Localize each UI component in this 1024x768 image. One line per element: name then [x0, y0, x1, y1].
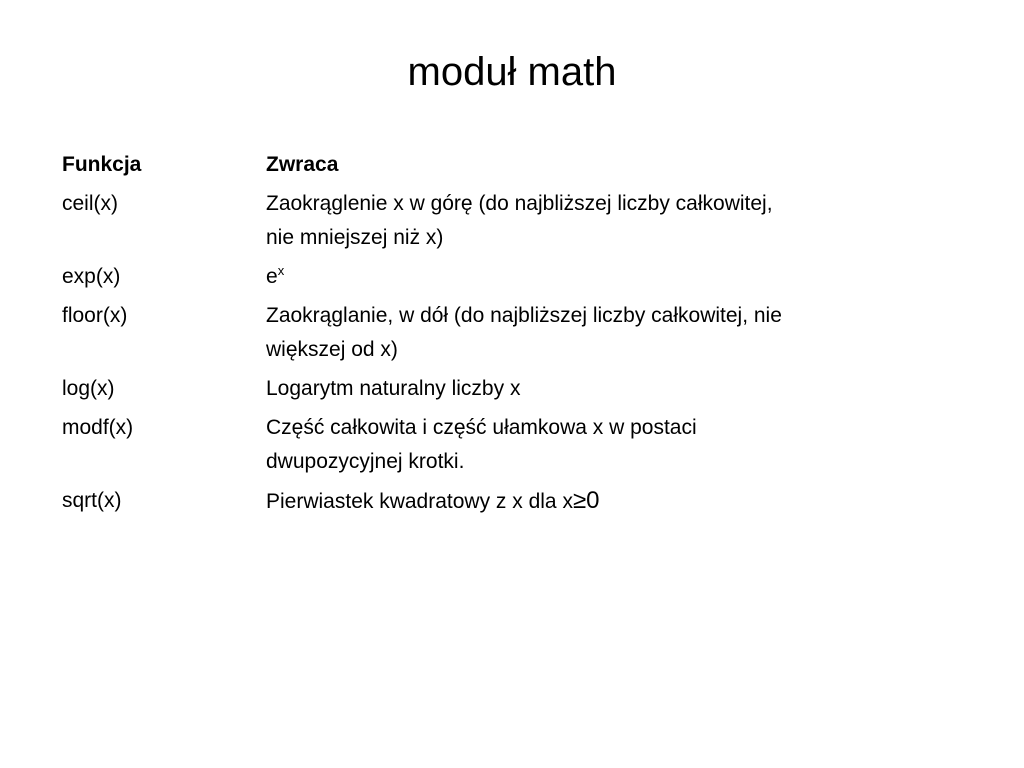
- description-text: Pierwiastek kwadratowy z x dla x: [266, 490, 573, 513]
- description-line: większej od x): [266, 338, 398, 361]
- header-returns: Zwraca: [266, 153, 339, 176]
- function-name: ceil(x): [62, 192, 118, 215]
- table-row: [62, 187, 962, 255]
- description-line: nie mniejszej niż x): [266, 226, 444, 249]
- description-line: Logarytm naturalny liczby x: [266, 377, 521, 400]
- table-header-row: [62, 148, 962, 182]
- function-description: [266, 260, 926, 294]
- table-row: [62, 411, 962, 479]
- table-row: [62, 484, 962, 519]
- function-description: [266, 299, 926, 367]
- function-name: sqrt(x): [62, 489, 122, 512]
- exp-superscript: x: [277, 263, 285, 278]
- description-line: Część całkowita i część ułamkowa x w postaci: [266, 416, 697, 439]
- function-name: exp(x): [62, 265, 121, 288]
- function-description: [266, 484, 926, 519]
- function-description: [266, 411, 926, 479]
- table-row: [62, 372, 962, 406]
- exp-base: e: [266, 265, 278, 288]
- function-description: [266, 372, 926, 406]
- header-function: Funkcja: [62, 153, 142, 176]
- function-name: floor(x): [62, 304, 128, 327]
- function-name: log(x): [62, 377, 115, 400]
- description-line: Zaokrąglanie, w dół (do najbliższej liczby całkowitej, nie: [266, 304, 782, 327]
- function-description: [266, 187, 926, 255]
- slide-title: moduł math: [407, 50, 617, 94]
- table-row: [62, 260, 962, 294]
- description-line: Zaokrąglenie x w górę (do najbliższej liczby całkowitej,: [266, 192, 773, 215]
- greater-equal-zero: ≥0: [572, 487, 600, 514]
- function-name: modf(x): [62, 416, 134, 439]
- description-line: dwupozycyjnej krotki.: [266, 450, 465, 473]
- functions-table: [62, 148, 962, 524]
- table-row: [62, 299, 962, 367]
